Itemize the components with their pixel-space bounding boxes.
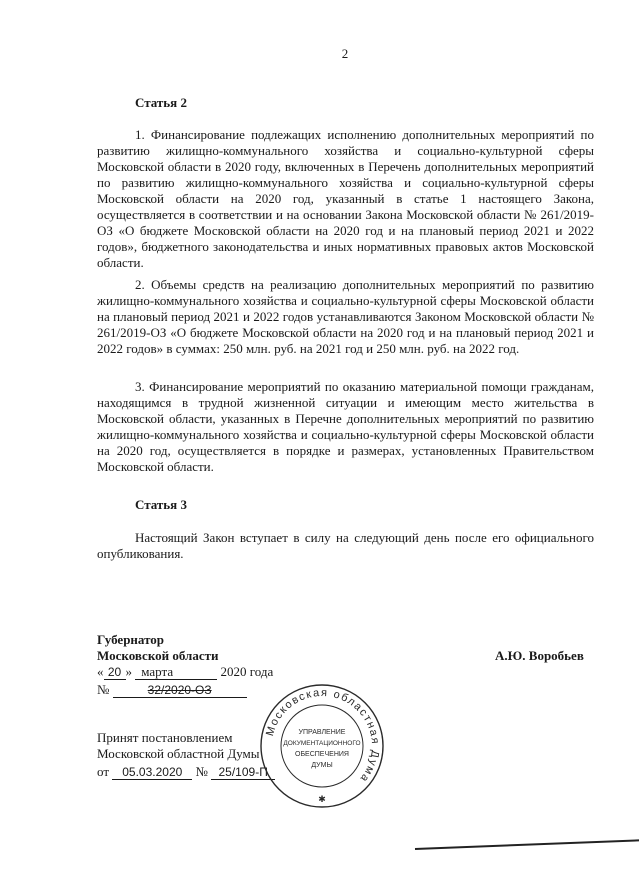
date-year: 2020 года [220, 664, 274, 679]
article-3-title: Статья 3 [135, 497, 187, 512]
signing-date [97, 664, 273, 680]
date-day: 20 [104, 665, 126, 680]
governor-title-line1: Губернатор [97, 632, 165, 647]
adoption-number-prefix: № [195, 764, 208, 779]
stamp-center-line2: ДОКУМЕНТАЦИОННОГО [283, 740, 361, 747]
scan-edge-line [415, 839, 639, 850]
stamp-center-line4: ДУМЫ [311, 762, 333, 769]
article-3-paragraph-1: Настоящий Закон вступает в силу на следующий день после его официального опубликования. [97, 530, 594, 561]
law-number [97, 682, 247, 698]
adoption-date-prefix: от [97, 764, 110, 779]
date-month: марта [135, 665, 217, 680]
number-sign: № [97, 682, 110, 697]
article-2-paragraph-2: 2. Объемы средств на реализацию дополнительных мероприятий по развитию жилищно-коммунального хозяйства и социально-культурной сферы Московской области на плановый период 2021 и 2022 годов устанавливаются Законом Московской области № 261/2019-ОЗ «О бюджете Московской области на 2020 год и на плановый период 2021 и 2022 годов» в суммах: 250 млн. руб. на 2021 год и 250 млн. руб. на 2022 год. [97, 277, 594, 356]
adoption-date: 05.03.2020 [112, 765, 192, 780]
adoption-line1: Принят постановлением [97, 730, 233, 745]
governor-name: А.Ю. Воробьев [495, 648, 584, 663]
date-quote-close: » [125, 664, 132, 679]
date-quote-open: « [97, 664, 104, 679]
article-2-paragraph-1: 1. Финансирование подлежащих исполнению дополнительных мероприятий по развитию жилищно-коммунального хозяйства и социально-культурной сферы Московской области в 2020 году, включенных в Перечень дополнительных мероприятий по развитию жилищно-коммунального хозяйства и социально-культурной сферы Московской области на 2020 год, указанный в статье 1 настоящего Закона, осуществляется в соответствии и на основании Закона Московской области № 261/2019-ОЗ «О бюджете Московской области на 2020 год и на плановый период 2021 и 2022 годов», бюджетного законодательства и иных нормативных правовых актов Московской области. [97, 127, 594, 270]
law-number-value: 32/2020-ОЗ [113, 683, 247, 698]
stamp-center-line3: ОБЕСПЕЧЕНИЯ [295, 751, 349, 758]
governor-title-line2: Московской области [97, 648, 219, 663]
adoption-line2: Московской областной Думы [97, 746, 260, 761]
article-2-title: Статья 2 [135, 95, 187, 110]
stamp-ring-text: Московская областная Дума [263, 686, 382, 786]
stamp-star-icon: ✱ [318, 794, 326, 804]
stamp-center-line1: УПРАВЛЕНИЕ [298, 729, 346, 736]
adoption-details [97, 764, 275, 780]
page-number: 2 [341, 46, 349, 61]
adoption-number: 25/109-П [211, 765, 275, 780]
official-stamp [259, 683, 385, 809]
article-2-paragraph-3: 3. Финансирование мероприятий по оказанию материальной помощи гражданам, находящимся в трудной жизненной ситуации и имеющим место жительства в Московской области, указанных в Перечне дополнительных мероприятий по развитию жилищно-коммунального хозяйства и социально-культурной сферы Московской области на 2020 год, осуществляется в порядке и размерах, установленных Правительством Московской области. [97, 379, 594, 474]
